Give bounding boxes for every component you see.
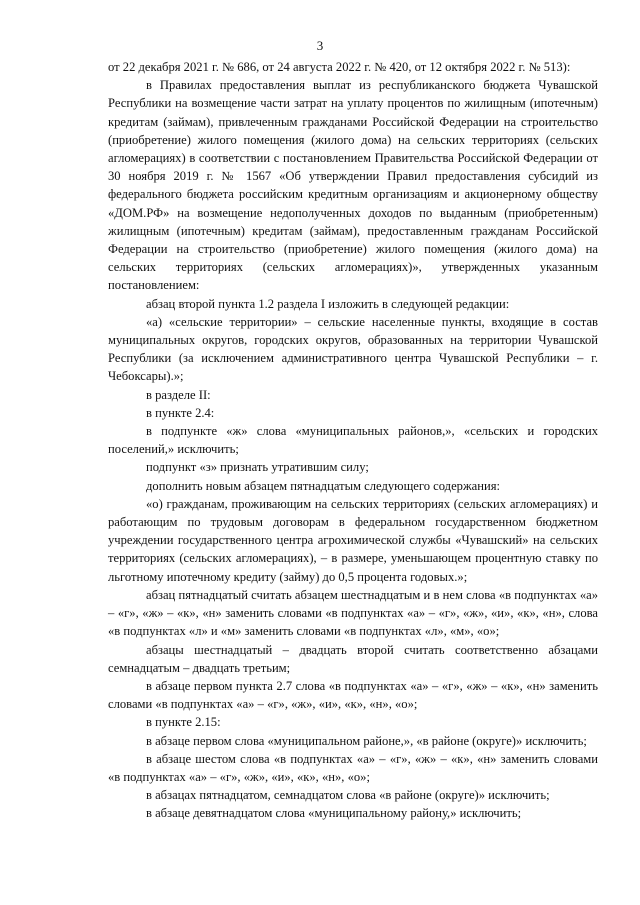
paragraph: в подпункте «ж» слова «муниципальных районов,», «сельских и городских поселений,» исключить; <box>108 424 598 457</box>
paragraph: «о) гражданам, проживающим на сельских территориях (сельских агломерациях) и работающим по трудовым договорам в федеральном государственном бюджетном учреждении государственного центра агрохимической службы «Чувашский» на сельских территориях (сельских агломерациях), – в размере, уменьшающем процентную ставку по льготному ипотечному кредиту (займу) до 0,5 процента годовых.»; <box>108 496 598 584</box>
paragraph: в абзацах пятнадцатом, семнадцатом слова «в районе (округе)» исключить; <box>146 788 550 803</box>
paragraph: в абзаце шестом слова «в подпунктах «а» – «г», «ж» – «к», «н» заменить словами «в подпунктах «а» – «г», «ж», «и», «к», «н», «о»; <box>108 751 598 784</box>
paragraph: «а) «сельские территории» – сельские населенные пункты, входящие в состав муниципальных округов, городских округов, образованных на территории Чувашской Республики (за исключением административного центра Чувашской Республики – г. Чебоксары).»; <box>108 314 598 384</box>
paragraph: дополнить новым абзацем пятнадцатым следующего содержания: <box>146 478 501 493</box>
paragraph: в Правилах предоставления выплат из республиканского бюджета Чувашской Республики на возмещение части затрат на уплату процентов по жилищным (ипотечным) кредитам (займам), привлеченным гражданами Российской Федерации на строительство (приобретение) жилого помещения (жилого дома) на сельских территориях (сельских агломерациях) в соответствии с постановлением Правительства Российской Федерации от 30 ноября 2019 г. № 1567 «Об утверждении Правил предоставления субсидий из федерального бюджета российским кредитным организациям и акционерному обществу «ДОМ.РФ» на возмещение недополученных доходов по выданным (приобретенным) жилищным (ипотечным) кредитам (займам), предоставленным гражданам Российской Федерации на строительство (приобретение) жилого помещения (жилого дома) на сельских территориях (сельских агломерациях)», утвержденных указанным постановлением: <box>108 78 598 293</box>
paragraph: в пункте 2.4: <box>146 405 215 420</box>
paragraph: подпункт «з» признать утратившим силу; <box>146 460 369 475</box>
paragraph: абзацы шестнадцатый – двадцать второй считать соответственно абзацами семнадцатым – двадцать третьим; <box>108 642 598 675</box>
paragraph: абзац второй пункта 1.2 раздела I изложить в следующей редакции: <box>146 296 510 311</box>
paragraph: в пункте 2.15: <box>146 715 221 730</box>
page-number: 3 <box>316 38 324 53</box>
paragraph: абзац пятнадцатый считать абзацем шестнадцатым и в нем слова «в подпунктах «а» – «г», «ж» – «к», «н» заменить словами «в подпунктах «а» – «г», «ж», «и», «к», «н», слова «в подпунктах «л» и «м» заменить словами «в подпунктах «л», «м», «о»; <box>108 587 598 639</box>
paragraph: в абзаце девятнадцатом слова «муниципальному району,» исключить; <box>146 806 522 821</box>
paragraph: в абзаце первом пункта 2.7 слова «в подпунктах «а» – «г», «ж» – «к», «н» заменить словами «в подпунктах «а» – «г», «ж», «и», «к», «н», «о»; <box>108 678 598 712</box>
document-body <box>108 58 598 823</box>
paragraph: от 22 декабря 2021 г. № 686, от 24 августа 2022 г. № 420, от 12 октября 2022 г. № 513): <box>108 60 571 74</box>
paragraph: в абзаце первом слова «муниципальном районе,», «в районе (округе)» исключить; <box>146 733 587 748</box>
paragraph: в разделе II: <box>146 387 211 402</box>
